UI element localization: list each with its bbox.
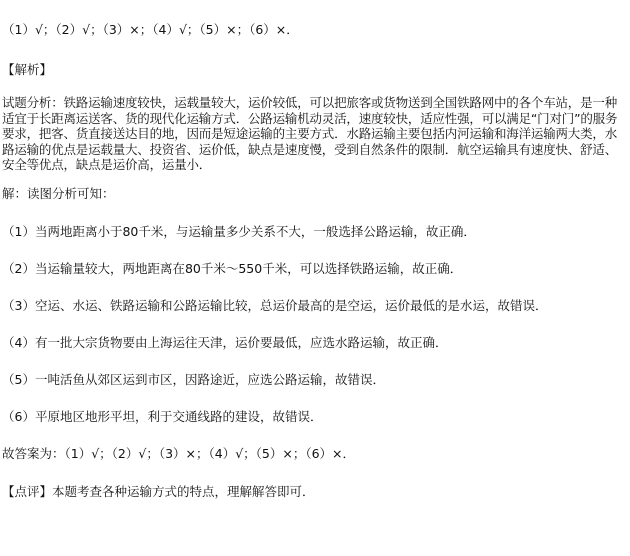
- final-answer-line: 故答案为：（1）√；（2）√；（3）×；（4）√；（5）×；（6）×．: [2, 446, 356, 461]
- item-1: （1）当两地距离小于80千米，与运输量多少关系不大，一般选择公路运输，故正确．: [2, 224, 476, 239]
- item-2: （2）当运输量较大，两地距离在80千米～550千米，可以选择铁路运输，故正确．: [2, 261, 463, 276]
- top-answer-line: （1）√；（2）√；（3）×；（4）√；（5）×；（6）×．: [2, 22, 299, 37]
- item-5: （5）一吨活鱼从郊区运到市区，因路途近，应选公路运输，故错误．: [2, 372, 385, 387]
- comment-line: [2, 484, 315, 500]
- item-6: （6）平原地区地形平坦，利于交通线路的建设，故错误．: [2, 409, 323, 424]
- solve-intro: 解：读图分析可知：: [2, 186, 115, 201]
- comment-label: 【点评】: [2, 484, 53, 499]
- analysis-header: 【解析】: [2, 62, 53, 77]
- item-4: （4）有一批大宗货物要由上海运往天津，运价要最低，应选水路运输，故正确．: [2, 335, 448, 350]
- item-3: （3）空运、水运、铁路运输和公路运输比较，总运价最高的是空运，运价最低的是水运，故错误．: [2, 298, 548, 313]
- analysis-paragraph: 试题分析：铁路运输速度较快，运载量较大，运价较低，可以把旅客或货物送到全国铁路网中的各个车站，是一种适宜于长距离运送客、货的现代化运输方式．公路运输机动灵活，速度较快，适应性强，可以满足“门对门”的服务要求，把客、货直接送达目的地，因而是短途运输的主要方式．水路运输主要包括内河运输和海洋运输两大类，水路运输的优点是运载量大、投资省、运价低，缺点是速度慢，受到自然条件的限制．航空运输具有速度快、舒适、安全等优点，缺点是运价高，运量小．: [2, 95, 618, 172]
- comment-text: 本题考查各种运输方式的特点，理解解答即可．: [52, 484, 315, 499]
